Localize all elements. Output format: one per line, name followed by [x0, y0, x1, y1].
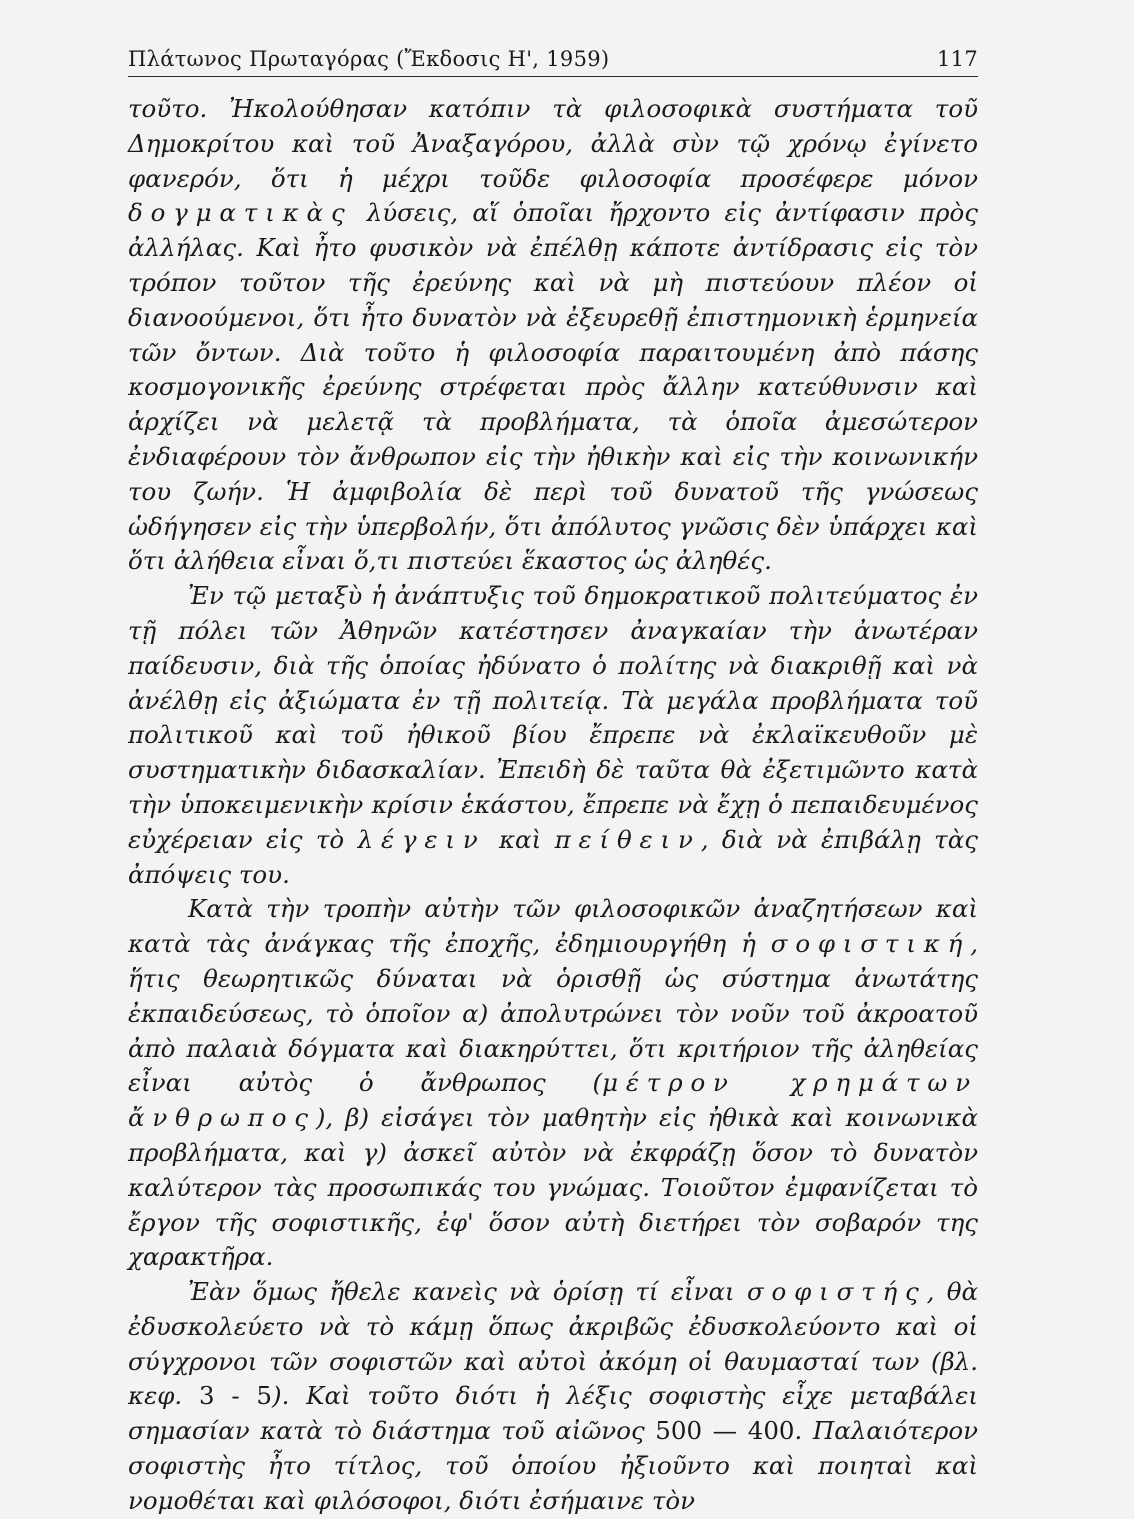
date-range: 500 — 400 [655, 1416, 795, 1446]
text-run: Κατὰ τὴν τροπὴν αὐτὴν τῶν φιλοσοφικῶν ἀναζητήσεων καὶ κατὰ τὰς ἀνάγκας τῆς ἐποχῆς, ἐδημιουργήθη ἡ [128, 894, 978, 959]
running-header [128, 40, 978, 77]
text-run: λύσεις, αἵ ὁποῖαι ἤρχοντο εἰς ἀντίφασιν πρὸς ἀλλήλας. Καὶ ἦτο φυσικὸν νὰ ἐπέλθῃ κάποτε ἀντίδρασις εἰς τὸν τρόπον τοῦτον τῆς ἐρεύνης καὶ νὰ μὴ πιστεύουν πλέον οἱ διανοούμενοι, ὅτι ἦτο δυνατὸν νὰ ἐξευρεθῇ ἐπιστημονικὴ ἑρμηνεία τῶν ὄντων. Διὰ τοῦτο ἡ φιλοσοφία παραιτουμένη ἀπὸ πάσης κοσμογονικῆς ἐρεύνης στρέφεται πρὸς ἄλλην κατεύθυνσιν καὶ ἀρχίζει νὰ μελετᾷ τὰ προβλήματα, τὰ ὁποῖα ἀμεσώτερον ἐνδιαφέρουν τὸν ἄνθρωπον εἰς τὴν ἠθικὴν καὶ εἰς τὴν κοινωνικήν του ζωήν. Ἡ ἀμφιβολία δὲ περὶ τοῦ δυνατοῦ τῆς γνώσεως ὡδήγησεν εἰς τὴν ὑπερβολήν, ὅτι ἀπόλυτος γνῶσις δὲν ὑπάρχει καὶ ὅτι ἀλήθεια εἶναι ὅ,τι πιστεύει ἕκαστος ὡς ἀληθές. [128, 198, 978, 576]
text-run: Ἐν τῷ μεταξὺ ἡ ἀνάπτυξις τοῦ δημοκρατικοῦ πολιτεύματος ἐν τῇ πόλει τῶν Ἀθηνῶν κατέστησεν ἀναγκαίαν τὴν ἀνωτέραν παίδευσιν, διὰ τῆς ὁποίας ἠδύνατο ὁ πολίτης νὰ διακριθῇ καὶ νὰ ἀνέλθῃ εἰς ἀξιώματα ἐν τῇ πολιτείᾳ. Τὰ μεγάλα προβλήματα τοῦ πολιτικοῦ καὶ τοῦ ἠθικοῦ βίου ἔπρεπε νὰ ἐκλαϊκευθοῦν μὲ συστηματικὴν διδασκαλίαν. Ἐπειδὴ δὲ ταῦτα θὰ ἐξετιμῶντο κατὰ τὴν ὑποκειμενικὴν κρίσιν ἑκάστου, ἔπρεπε νὰ ἔχῃ ὁ πεπαιδευμένος εὐχέρειαν εἰς τὸ [128, 581, 978, 854]
text-run: Ἐὰν ὅμως ἤθελε κανεὶς νὰ ὁρίσῃ τί εἶναι [188, 1277, 747, 1307]
emphasized-term: σοφιστής [746, 1277, 927, 1307]
chapter-reference: 3 - 5 [198, 1381, 273, 1411]
emphasized-term: λέγειν [357, 824, 486, 854]
emphasized-term: μέτρον χρημάτων ἄνθρωπος [128, 1068, 978, 1133]
emphasized-term: σοφιστική [770, 929, 971, 959]
paragraph-2 [128, 579, 978, 892]
text-run: , ἥτις θεωρητικῶς δύναται νὰ ὁρισθῇ ὡς σύστημα ἀνωτάτης ἐκπαιδεύσεως, τὸ ὁποῖον α) ἀπολυτρώνει τὸν νοῦν τοῦ ἀκροατοῦ ἀπὸ παλαιὰ δόγματα καὶ διακηρύττει, ὅτι κριτήριον τῆς ἀληθείας εἶναι αὐτὸς ὁ ἄνθρωπος ( [128, 929, 978, 1098]
paragraph-1 [128, 92, 978, 579]
paragraph-4 [128, 1275, 978, 1519]
page-number: 117 [937, 47, 978, 71]
paragraph-3 [128, 892, 978, 1275]
text-run: τοῦτο. Ἠκολούθησαν κατόπιν τὰ φιλοσοφικὰ συστήματα τοῦ Δημοκρίτου καὶ τοῦ Ἀναξαγόρου, ἀλλὰ σὺν τῷ χρόνῳ ἐγίνετο φανερόν, ὅτι ἡ μέχρι τοῦδε φιλοσοφία προσέφερε μόνον [128, 94, 978, 193]
text-run: ). Καὶ τοῦτο διότι ἡ λέξις σοφιστὴς εἶχε μεταβάλει σημασίαν κατὰ τὸ διάστημα τοῦ αἰῶνος [128, 1381, 978, 1446]
emphasized-term: δογματικὰς [128, 198, 353, 228]
running-title: Πλάτωνος Πρωταγόρας (Ἔκδοσις Η', 1959) [128, 47, 610, 71]
text-run: καὶ [485, 824, 555, 854]
text-run: , διὰ νὰ ἐπιβάλῃ τὰς ἀπόψεις του. [128, 824, 978, 889]
emphasized-term: πείθειν [554, 824, 701, 854]
body-text [128, 92, 978, 1519]
text-run: , θὰ ἐδυσκολεύετο νὰ τὸ κάμῃ ὅπως ἀκριβῶς ἐδυσκολεύοντο καὶ οἱ σύγχρονοι τῶν σοφιστῶν καὶ αὐτοὶ ἀκόμη οἱ θαυμασταί των (βλ. κεφ. [128, 1277, 978, 1411]
text-run: ), β) εἰσάγει τὸν μαθητὴν εἰς ἠθικὰ καὶ κοινωνικὰ προβλήματα, καὶ γ) ἀσκεῖ αὐτὸν νὰ ἐκφράζῃ ὅσον τὸ δυνατὸν καλύτερον τὰς προσωπικάς του γνώμας. Τοιοῦτον ἐμφανίζεται τὸ ἔργον τῆς σοφιστικῆς, ἐφ' ὅσον αὐτὴ διετήρει τὸν σοβαρόν της χαρακτῆρα. [128, 1103, 978, 1272]
text-run: . Παλαιότερον σοφιστὴς ἦτο τίτλος, τοῦ ὁποίου ἠξιοῦντο καὶ ποιηταὶ καὶ νομοθέται καὶ φιλόσοφοι, διότι ἐσήμαινε τὸν [128, 1416, 978, 1515]
